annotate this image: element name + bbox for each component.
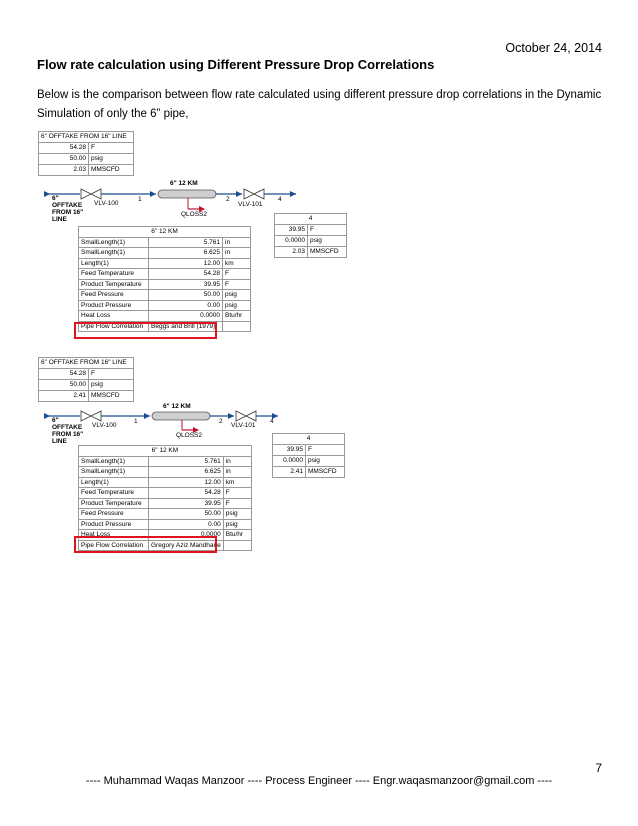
arrow-icon <box>150 191 156 197</box>
correlation-label: Pipe Flow Correlation <box>79 540 149 551</box>
cell: Length(1) <box>79 477 149 488</box>
cell: psig <box>89 380 134 391</box>
cell: 39.95 <box>275 225 308 236</box>
product-arrow-icon <box>290 191 296 197</box>
cell: 39.95 <box>149 498 224 509</box>
intro-paragraph: Below is the comparison between flow rate calculated using different pressure drop correlations in the Dynamic Simulation of only the 6” pipe, <box>37 89 602 120</box>
cell: 5.761 <box>149 456 224 467</box>
correlation-value: Beggs and Brill (1979) <box>149 321 223 332</box>
cell: F <box>223 498 251 509</box>
feed-table-1 <box>38 131 134 176</box>
cell: F <box>89 143 134 154</box>
cell: km <box>223 477 251 488</box>
valve-icon <box>91 189 101 199</box>
pipe-segment-icon <box>152 412 210 420</box>
cell: Product Temperature <box>79 498 149 509</box>
cell: Length(1) <box>79 258 149 269</box>
page-date: October 24, 2014 <box>505 41 602 55</box>
valve-icon <box>254 189 264 199</box>
cell: 50.00 <box>39 154 89 165</box>
cell: 0.00 <box>149 519 224 530</box>
correlation-highlight <box>74 322 217 339</box>
energy-label: QLOSS2 <box>176 432 203 439</box>
cell: 6.625 <box>149 467 224 478</box>
cell: 0.0000 <box>273 456 306 467</box>
valve-label: VLV-101 <box>231 422 256 429</box>
cell: Product Temperature <box>79 279 149 290</box>
pipe-segment-icon <box>158 190 216 198</box>
correlation-label: Pipe Flow Correlation <box>79 321 149 332</box>
cell: 54.28 <box>39 369 89 380</box>
stream-label: 2 <box>219 418 223 425</box>
product-table-1 <box>274 213 347 258</box>
cell: psig <box>223 290 251 301</box>
cell: 2.41 <box>273 467 306 478</box>
valve-icon <box>236 411 246 421</box>
cell: Heat Loss <box>79 530 149 541</box>
cell: MMSCFD <box>308 247 347 258</box>
cell: Feed Pressure <box>79 509 149 520</box>
arrow-icon <box>236 191 242 197</box>
cell: F <box>308 225 347 236</box>
cell: 50.00 <box>39 380 89 391</box>
arrow-icon <box>144 413 150 419</box>
cell: km <box>223 258 251 269</box>
pipe-label: 6" 12 KM <box>170 180 198 187</box>
feed-table-title: 6" OFFTAKE FROM 16" LINE <box>39 132 134 143</box>
cell: 0.0000 <box>149 311 223 322</box>
cell: 12.00 <box>149 258 223 269</box>
cell: 0.0000 <box>149 530 224 541</box>
cell: SmallLength(1) <box>79 467 149 478</box>
cell: SmallLength(1) <box>79 237 149 248</box>
feed-table-title: 6" OFFTAKE FROM 16" LINE <box>39 358 134 369</box>
cell: 50.00 <box>149 509 224 520</box>
spec-table-title: 6" 12 KM <box>79 227 251 238</box>
cell: Product Pressure <box>79 519 149 530</box>
cell: psig <box>89 154 134 165</box>
cell: SmallLength(1) <box>79 456 149 467</box>
cell: Feed Pressure <box>79 290 149 301</box>
cell: psig <box>223 300 251 311</box>
cell: 0.00 <box>149 300 223 311</box>
energy-label: QLOSS2 <box>181 211 208 218</box>
feed-table-2 <box>38 357 134 402</box>
cell: Feed Temperature <box>79 269 149 280</box>
cell: MMSCFD <box>89 165 134 176</box>
arrow-icon <box>228 413 234 419</box>
feed-arrow-icon <box>44 191 50 197</box>
cell: Btu/hr <box>223 311 251 322</box>
source-label: 6" OFFTAKE FROM 16" LINE <box>52 417 84 445</box>
cell: 6.625 <box>149 248 223 259</box>
cell: 2.41 <box>39 391 89 402</box>
cell: psig <box>306 456 345 467</box>
feed-arrow-icon <box>44 413 50 419</box>
cell: 50.00 <box>149 290 223 301</box>
valve-icon <box>91 411 101 421</box>
cell: SmallLength(1) <box>79 248 149 259</box>
cell <box>223 540 251 551</box>
valve-label: VLV-101 <box>238 201 263 208</box>
valve-label: VLV-100 <box>94 200 119 207</box>
stream-label: 4 <box>278 196 282 203</box>
cell: psig <box>223 509 251 520</box>
cell: in <box>223 456 251 467</box>
cell: F <box>306 445 345 456</box>
section-heading: Flow rate calculation using Different Pressure Drop Correlations <box>37 57 435 72</box>
cell: F <box>223 488 251 499</box>
spec-table-title: 6" 12 KM <box>79 446 252 457</box>
product-table-title: 4 <box>273 434 345 445</box>
cell: Product Pressure <box>79 300 149 311</box>
cell: 2.03 <box>39 165 89 176</box>
cell: Heat Loss <box>79 311 149 322</box>
cell: in <box>223 248 251 259</box>
stream-label: 4 <box>270 418 274 425</box>
valve-label: VLV-100 <box>92 422 117 429</box>
stream-label: 1 <box>138 196 142 203</box>
stream-label: 1 <box>134 418 138 425</box>
cell: MMSCFD <box>306 467 345 478</box>
product-table-title: 4 <box>275 214 347 225</box>
cell <box>223 321 251 332</box>
cell: 39.95 <box>273 445 306 456</box>
cell: F <box>89 369 134 380</box>
correlation-value: Gregory Aziz Mandhane <box>149 540 224 551</box>
correlation-highlight <box>74 536 217 553</box>
cell: 54.28 <box>149 488 224 499</box>
cell: 2.03 <box>275 247 308 258</box>
cell: MMSCFD <box>89 391 134 402</box>
spec-table-1 <box>78 226 251 332</box>
valve-icon <box>244 189 254 199</box>
product-table-2 <box>272 433 345 478</box>
cell: in <box>223 467 251 478</box>
cell: Btu/hr <box>223 530 251 541</box>
valve-icon <box>246 411 256 421</box>
cell: psig <box>223 519 251 530</box>
source-label: 6" OFFTAKE FROM 16" LINE <box>52 195 84 223</box>
page-footer: ---- Muhammad Waqas Manzoor ---- Process Engineer ---- Engr.waqasmanzoor@gmail.com ---- <box>85 775 553 787</box>
cell: 12.00 <box>149 477 224 488</box>
cell: in <box>223 237 251 248</box>
cell: 39.95 <box>149 279 223 290</box>
stream-label: 2 <box>226 196 230 203</box>
cell: 5.761 <box>149 237 223 248</box>
cell: F <box>223 269 251 280</box>
cell: 0.0000 <box>275 236 308 247</box>
pipe-label: 6" 12 KM <box>163 403 191 410</box>
cell: Feed Temperature <box>79 488 149 499</box>
cell: psig <box>308 236 347 247</box>
cell: 54.28 <box>39 143 89 154</box>
cell: F <box>223 279 251 290</box>
page-number: 7 <box>595 761 602 775</box>
cell: 54.28 <box>149 269 223 280</box>
